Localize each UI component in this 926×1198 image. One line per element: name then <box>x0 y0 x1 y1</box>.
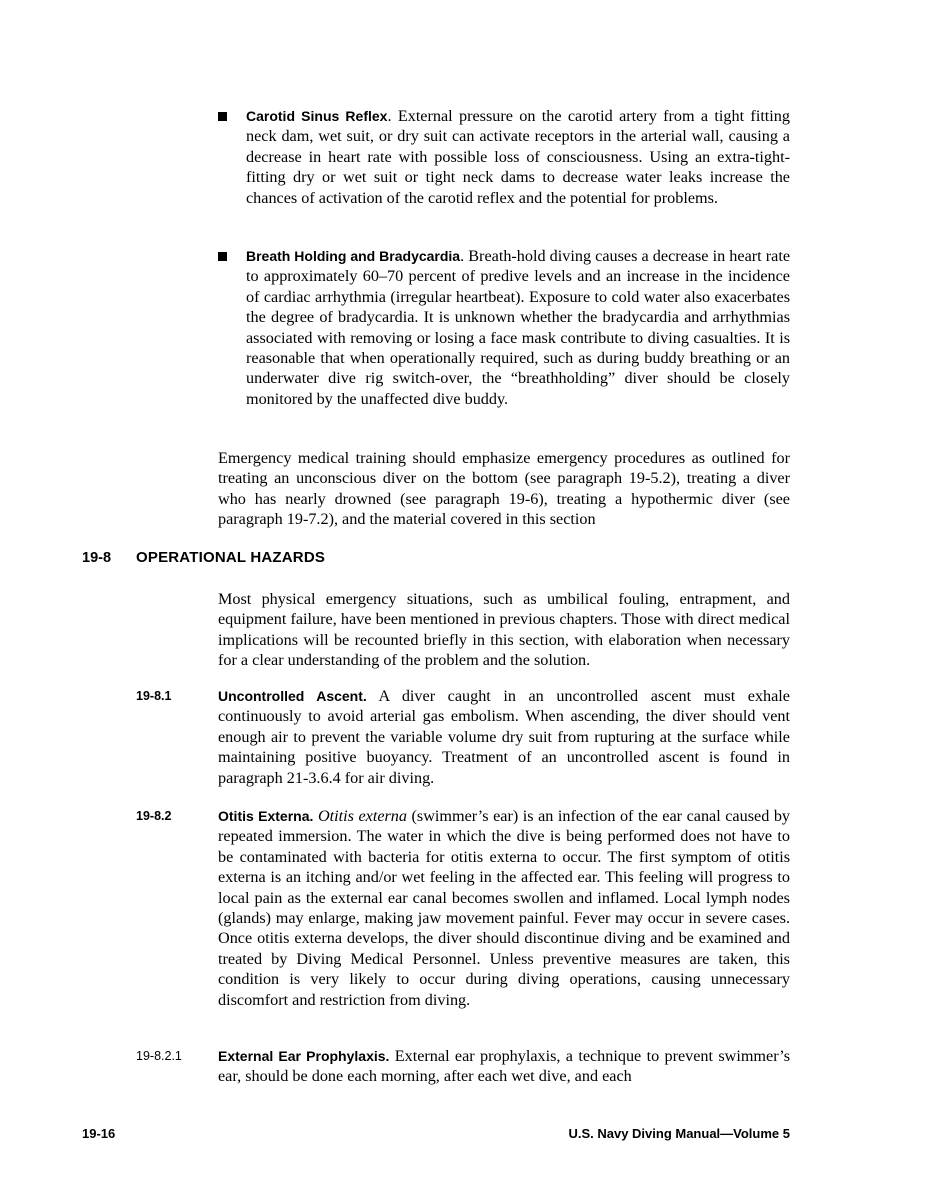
bullet-body: . External pressure on the carotid artery from a tight fitting neck dam, wet suit, or dry suit can activate receptors in the arterial wall, causing a decrease in heart rate with possible loss of consciousness. Using an extra-tight-fitting dry or wet suit or tight neck dams to decrease water leaks increase the chances of activation of the carotid reflex and the potential for problems. <box>246 107 790 207</box>
page-number: 19-16 <box>82 1126 116 1141</box>
section-number: 19-8 <box>82 550 112 566</box>
bullet-title: Breath Holding and Bradycardia <box>246 248 461 264</box>
subsection-title: External Ear Prophylaxis. <box>218 1048 390 1064</box>
bullet-breath-holding <box>218 246 790 409</box>
italic-term: Otitis externa <box>317 807 407 825</box>
subsection-body: A diver caught in an uncontrolled ascent must exhale continuously to avoid arterial gas embolism. When ascending, the diver should vent enough air to prevent the variable volume dry suit from rupturing at the surface while maintaining positive buoyancy. Treatment of an uncontrolled ascent is found in paragraph 21-3.6.4 for air diving. <box>218 687 790 787</box>
subsection-external-ear-prophylaxis <box>218 1046 790 1087</box>
bullet-carotid-sinus-reflex <box>218 106 790 208</box>
subsection-body: External ear prophylaxis, a technique to prevent swimmer’s ear, should be done each morning, after each wet dive, and each <box>218 1047 790 1086</box>
subsection-otitis-externa <box>218 806 790 1010</box>
manual-title: U.S. Navy Diving Manual—Volume 5 <box>568 1126 790 1141</box>
subsection-body: (swimmer’s ear) is an infection of the ear canal caused by repeated immersion. The water in which the dive is being performed does not have to be contaminated with bacteria for otitis externa to occur. The first symptom of otitis externa is an itching and/or wet feeling in the affected ear. This feeling will progress to local pain as the external ear canal becomes swollen and inflamed. Local lymph nodes (glands) may enlarge, making jaw movement painful. Fever may occur in severe cases. Once otitis externa develops, the diver should discontinue diving and be examined and treated by Diving Medical Personnel. Unless preventive measures are taken, this condition is very likely to occur during diving operations, causing unnecessary discomfort and restriction from diving. <box>218 807 791 1009</box>
bullet-text <box>246 246 790 409</box>
subsection-number: 19-8.1 <box>136 689 172 703</box>
section-title: OPERATIONAL HAZARDS <box>136 549 326 566</box>
bullet-title: Carotid Sinus Reflex <box>246 108 388 124</box>
bullet-body: . Breath-hold diving causes a decrease in heart rate to approximately 60–70 percent of predive levels and an increase in the incidence of cardiac arrhythmia (irregular heartbeat). Exposure to cold water also exacerbates the degree of bradycardia. It is unknown whether the bradycardia and arrhythmias associated with removing or losing a face mask contribute to diving casualties. It is reasonable that when operationally required, such as during buddy breathing or an underwater dive rig switch-over, the “breathholding” diver should be closely monitored by the unaffected dive buddy. <box>246 247 791 408</box>
bullet-square-icon <box>218 112 227 121</box>
subsection-number: 19-8.2.1 <box>136 1049 182 1063</box>
section-intro-paragraph: Most physical emergency situations, such as umbilical fouling, entrapment, and equipment failure, have been mentioned in previous chapters. Those with direct medical implications will be recounted briefly in this section, with elaboration when necessary for a clear understanding of the problem and the solution. <box>218 590 790 670</box>
emergency-training-paragraph: Emergency medical training should emphasize emergency procedures as outlined for treating an unconscious diver on the bottom (see paragraph 19-5.2), treating a diver who has nearly drowned (see paragraph 19-6), treating a hypothermic diver (see paragraph 19-7.2), and the material covered in this section <box>218 449 790 529</box>
subsection-title: Otitis Externa. <box>218 808 314 824</box>
subsection-number: 19-8.2 <box>136 809 172 823</box>
subsection-uncontrolled-ascent <box>218 686 790 788</box>
subsection-title: Uncontrolled Ascent. <box>218 688 367 704</box>
bullet-square-icon <box>218 252 227 261</box>
bullet-text <box>246 106 790 208</box>
